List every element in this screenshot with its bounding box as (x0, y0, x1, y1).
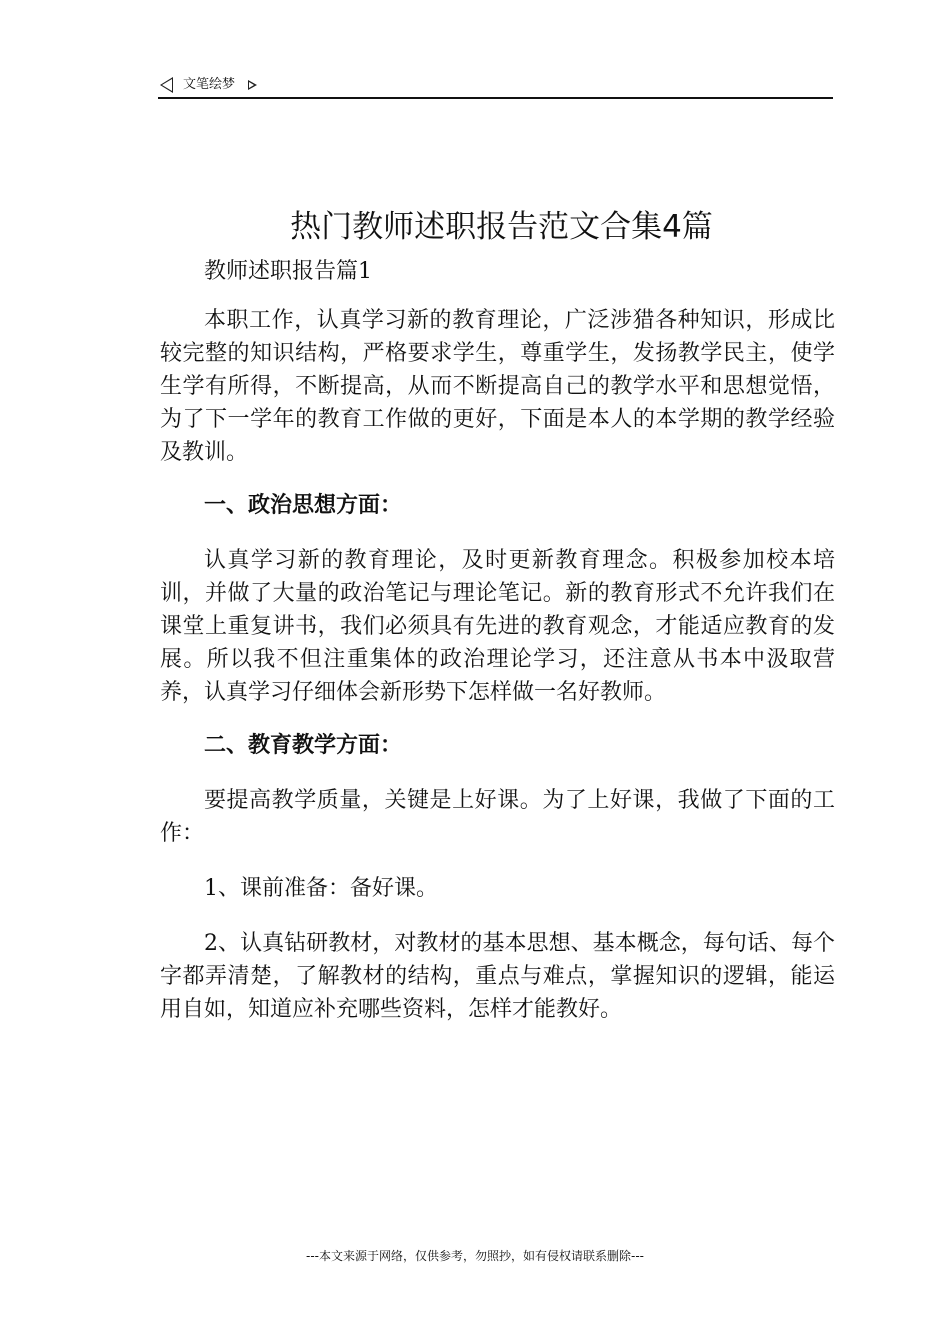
page-footer: ---本文来源于网络，仅供参考，勿照抄，如有侵权请联系删除--- (306, 1249, 644, 1263)
section-teaching-paragraph: 要提高教学质量，关键是上好课。为了上好课，我做了下面的工作： (160, 788, 835, 846)
header-brand: 文笔绘梦 (183, 77, 236, 92)
intro-paragraph: 本职工作，认真学习新的教育理论，广泛涉猎各种知识，形成比较完整的知识结构，严格要求学生，尊重学生，发扬教学民主，使学生学有所得，不断提高，从而不断提高自己的教学水平和思想觉悟，为了下一学年的教育工作做的更好，下面是本人的本学期的教学经验及教训。 (160, 308, 835, 465)
page-header (160, 74, 833, 98)
document-title: 热门教师述职报告范文合集4篇 (290, 209, 713, 245)
triangle-right-icon (248, 80, 257, 90)
section-politics-paragraph: 认真学习新的教育理论，及时更新教育理念。积极参加校本培训，并做了大量的政治笔记与理论笔记。新的教育形式不允许我们在课堂上重复讲书，我们必须具有先进的教育观念，才能适应教育的发展。所以我不但注重集体的政治理论学习，还注意从书本中汲取营养，认真学习仔细体会新形势下怎样做一名好教师。 (160, 548, 835, 705)
section-heading-teaching: 二、教育教学方面： (204, 733, 403, 758)
section-heading-politics: 一、政治思想方面： (204, 493, 403, 518)
header-divider (158, 97, 833, 99)
triangle-left-icon (160, 77, 173, 93)
document-body (160, 204, 835, 1026)
document-subheading: 教师述职报告篇1 (204, 259, 372, 284)
list-item-2: 2、认真钻研教材，对教材的基本思想、基本概念，每句话、每个字都弄清楚，了解教材的结构，重点与难点，掌握知识的逻辑，能运用自如，知道应补充哪些资料，怎样才能教好。 (160, 931, 835, 1022)
list-item-1: 1、课前准备：备好课。 (204, 876, 438, 901)
